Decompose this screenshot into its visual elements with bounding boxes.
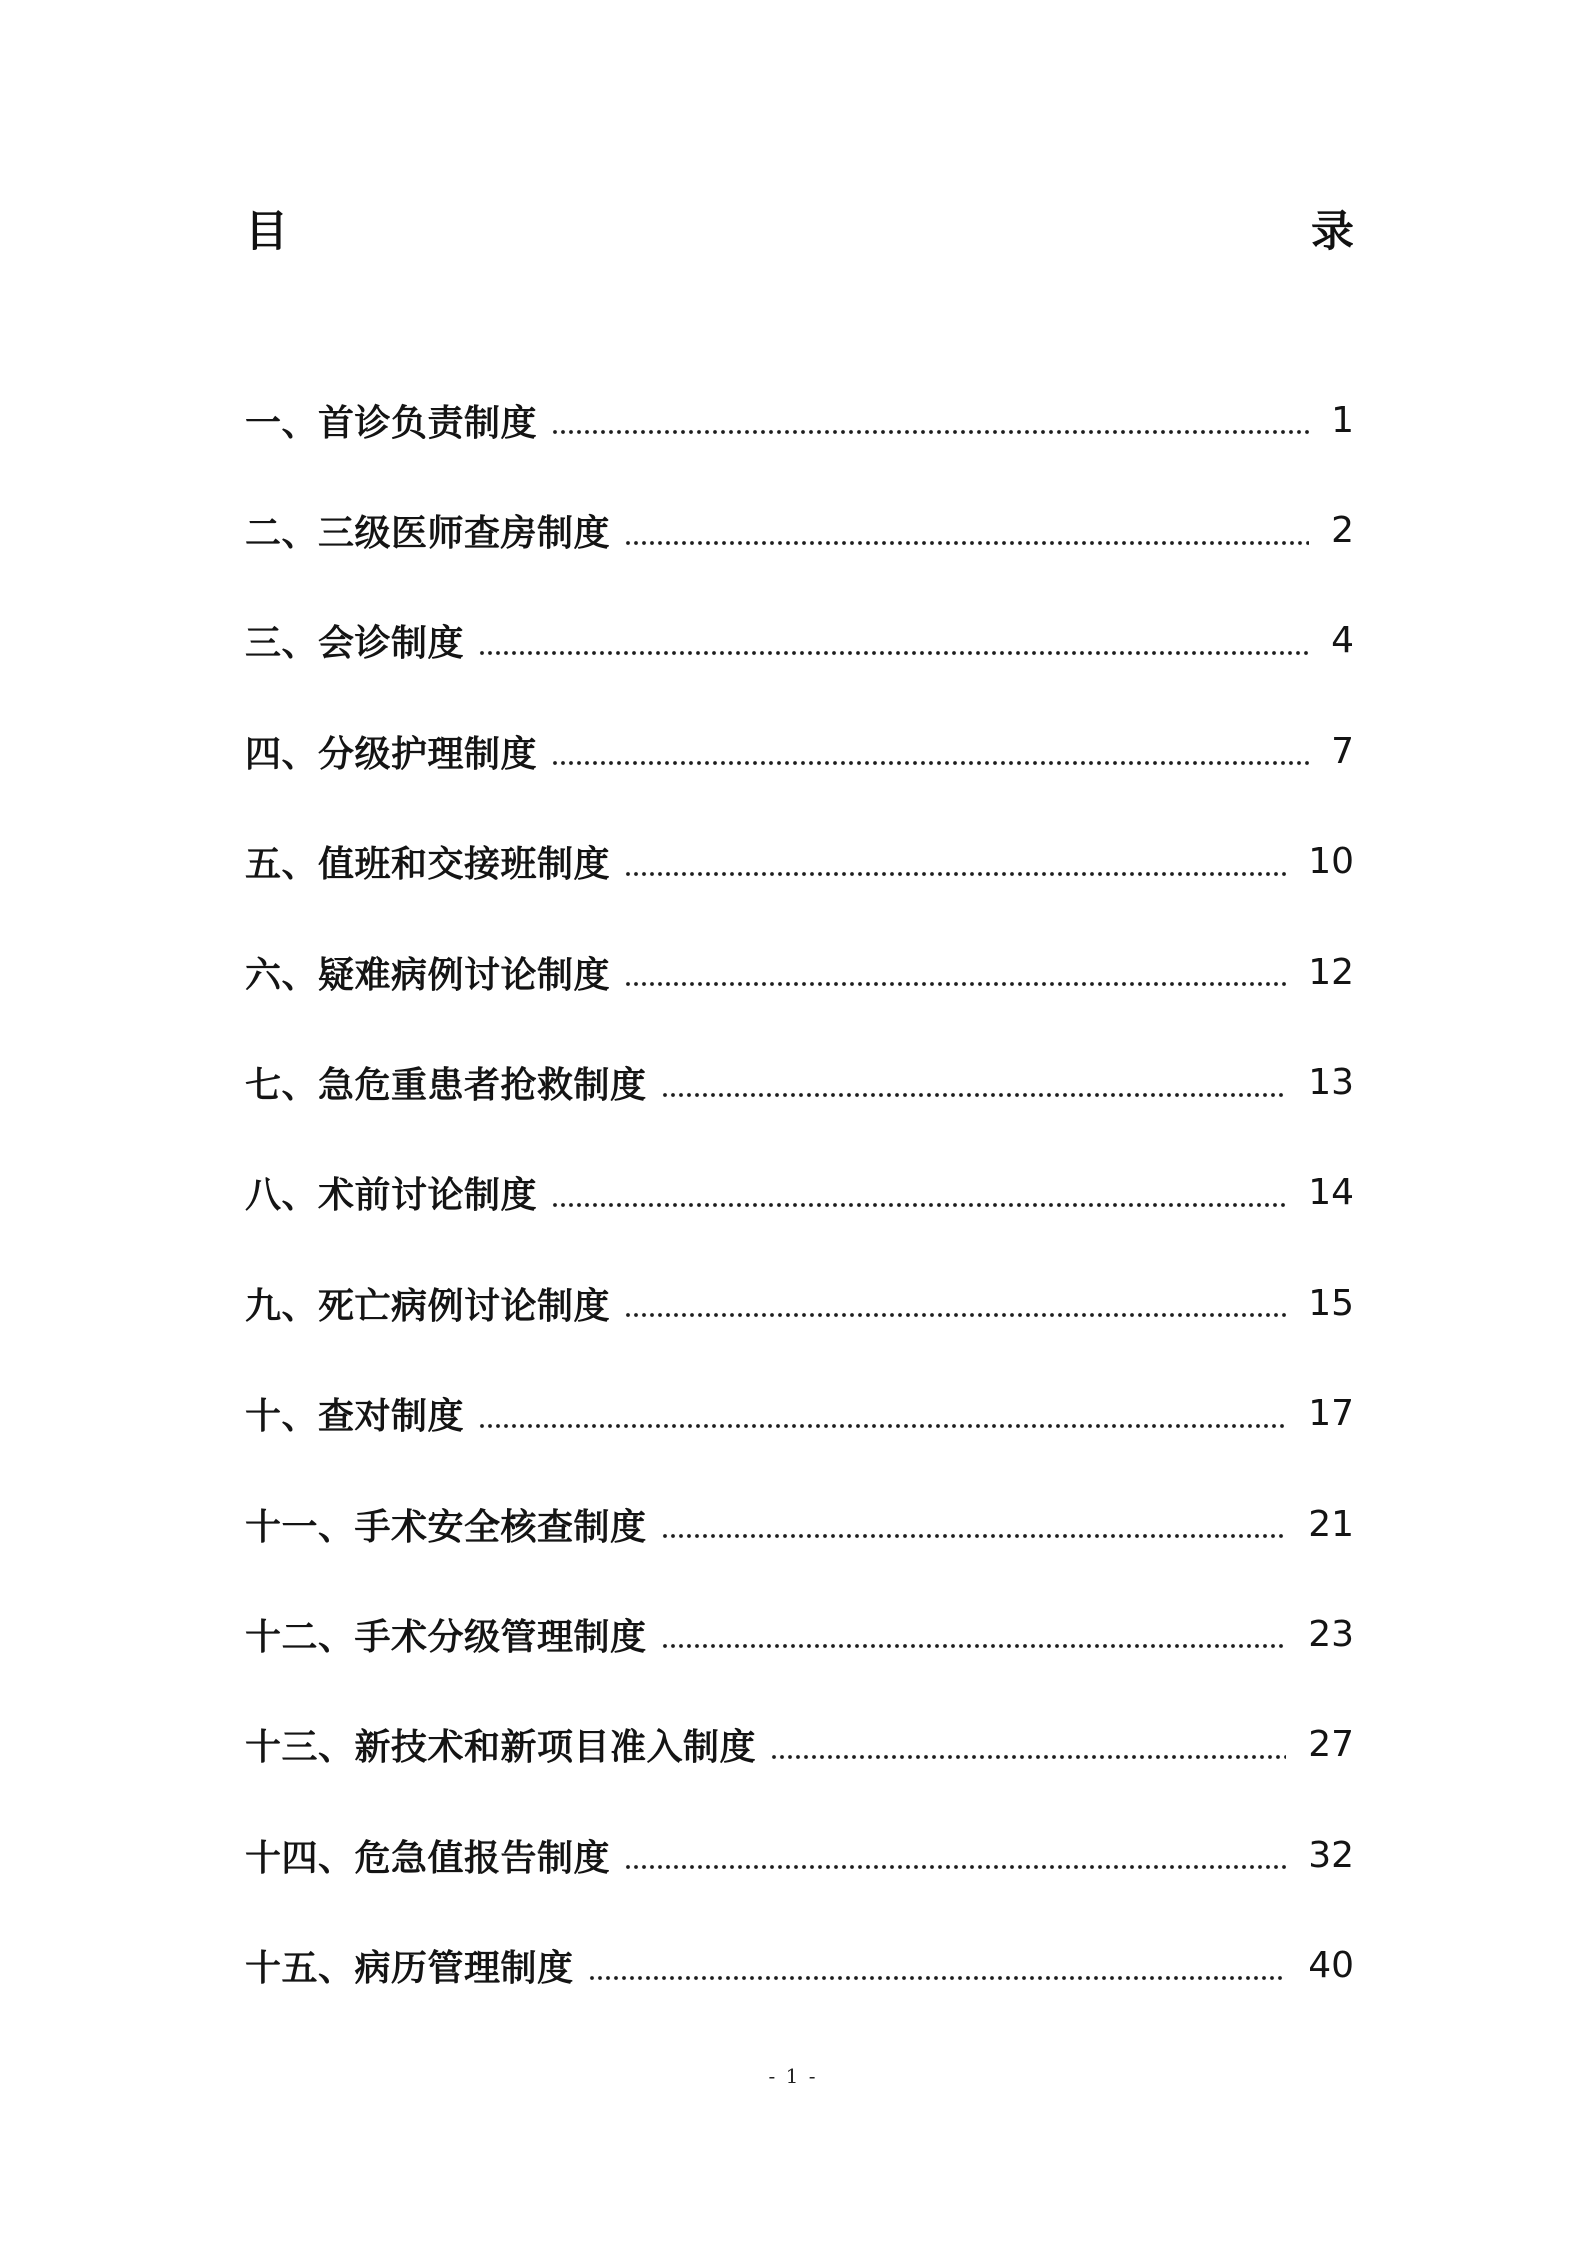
toc-entry-label: 十、查对制度 xyxy=(245,1396,465,1438)
toc-entry-label: 十二、手术分级管理制度 xyxy=(245,1616,647,1658)
toc-entry-page-number: 1 xyxy=(1331,399,1354,441)
toc-entry-page-number: 17 xyxy=(1308,1393,1354,1435)
toc-entry xyxy=(245,1469,1354,1579)
toc-entry xyxy=(245,1248,1354,1358)
toc-entry-page-number: 7 xyxy=(1331,730,1354,772)
page-number-footer: - 1 - xyxy=(768,2064,818,2088)
toc-entry-label: 十三、新技术和新项目准入制度 xyxy=(245,1727,757,1769)
toc-entry-label: 七、急危重患者抢救制度 xyxy=(245,1065,647,1107)
toc-dot-leader xyxy=(661,1068,1287,1098)
toc-dot-leader xyxy=(588,1951,1287,1981)
toc-dot-leader xyxy=(551,1178,1286,1208)
toc-entry xyxy=(245,917,1354,1027)
toc-entry xyxy=(245,1138,1354,1248)
toc-entry xyxy=(245,586,1354,696)
toc-entry xyxy=(245,1800,1354,1910)
toc-entry-label: 八、术前讨论制度 xyxy=(245,1175,538,1217)
toc-entry-page-number: 12 xyxy=(1308,951,1354,993)
toc-dot-leader xyxy=(624,957,1286,987)
toc-entry xyxy=(245,1579,1354,1689)
toc-entry-page-number: 21 xyxy=(1308,1503,1354,1545)
toc-entry-page-number: 23 xyxy=(1308,1613,1354,1655)
toc-dot-leader xyxy=(661,1619,1287,1649)
toc-entry-label: 五、值班和交接班制度 xyxy=(245,844,611,886)
toc-entry-page-number: 4 xyxy=(1331,620,1354,662)
toc-dot-leader xyxy=(661,1509,1287,1539)
toc-entry xyxy=(245,475,1354,585)
toc-entry-page-number: 27 xyxy=(1308,1724,1354,1766)
toc-entry xyxy=(245,1359,1354,1469)
toc-entry-page-number: 13 xyxy=(1308,1062,1354,1104)
toc-entry-page-number: 32 xyxy=(1308,1834,1354,1876)
toc-dot-leader xyxy=(770,1730,1286,1760)
toc-entry xyxy=(245,1690,1354,1800)
toc-dot-leader xyxy=(478,626,1309,656)
toc-entry-label: 十五、病历管理制度 xyxy=(245,1948,574,1990)
toc-entry xyxy=(245,696,1354,806)
toc-dot-leader xyxy=(624,1840,1286,1870)
toc-entry-label: 一、首诊负责制度 xyxy=(245,402,538,444)
toc-dot-leader xyxy=(624,516,1309,546)
toc-entry-label: 四、分级护理制度 xyxy=(245,733,538,775)
toc-entry-label: 六、疑难病例讨论制度 xyxy=(245,954,611,996)
toc-entry-label: 十四、危急值报告制度 xyxy=(245,1837,611,1879)
toc-entry xyxy=(245,365,1354,475)
toc-entry-page-number: 40 xyxy=(1308,1945,1354,1987)
toc-dot-leader xyxy=(551,736,1309,766)
table-of-contents xyxy=(245,365,1354,2021)
toc-entry xyxy=(245,1910,1354,2020)
toc-dot-leader xyxy=(478,1399,1286,1429)
toc-title-left: 目 xyxy=(245,206,288,257)
toc-dot-leader xyxy=(624,1288,1286,1318)
toc-entry-page-number: 15 xyxy=(1308,1282,1354,1324)
toc-entry-page-number: 2 xyxy=(1331,510,1354,552)
toc-entry-label: 十一、手术安全核查制度 xyxy=(245,1506,647,1548)
toc-entry-page-number: 14 xyxy=(1308,1172,1354,1214)
toc-entry-label: 九、死亡病例讨论制度 xyxy=(245,1285,611,1327)
toc-dot-leader xyxy=(624,847,1286,877)
toc-entry-page-number: 10 xyxy=(1308,841,1354,883)
toc-entry-label: 三、会诊制度 xyxy=(245,623,465,665)
toc-entry xyxy=(245,807,1354,917)
toc-title-right: 录 xyxy=(1311,206,1354,257)
toc-entry xyxy=(245,1027,1354,1137)
toc-title xyxy=(245,199,1354,257)
toc-dot-leader xyxy=(551,405,1309,435)
toc-entry-label: 二、三级医师查房制度 xyxy=(245,513,611,555)
